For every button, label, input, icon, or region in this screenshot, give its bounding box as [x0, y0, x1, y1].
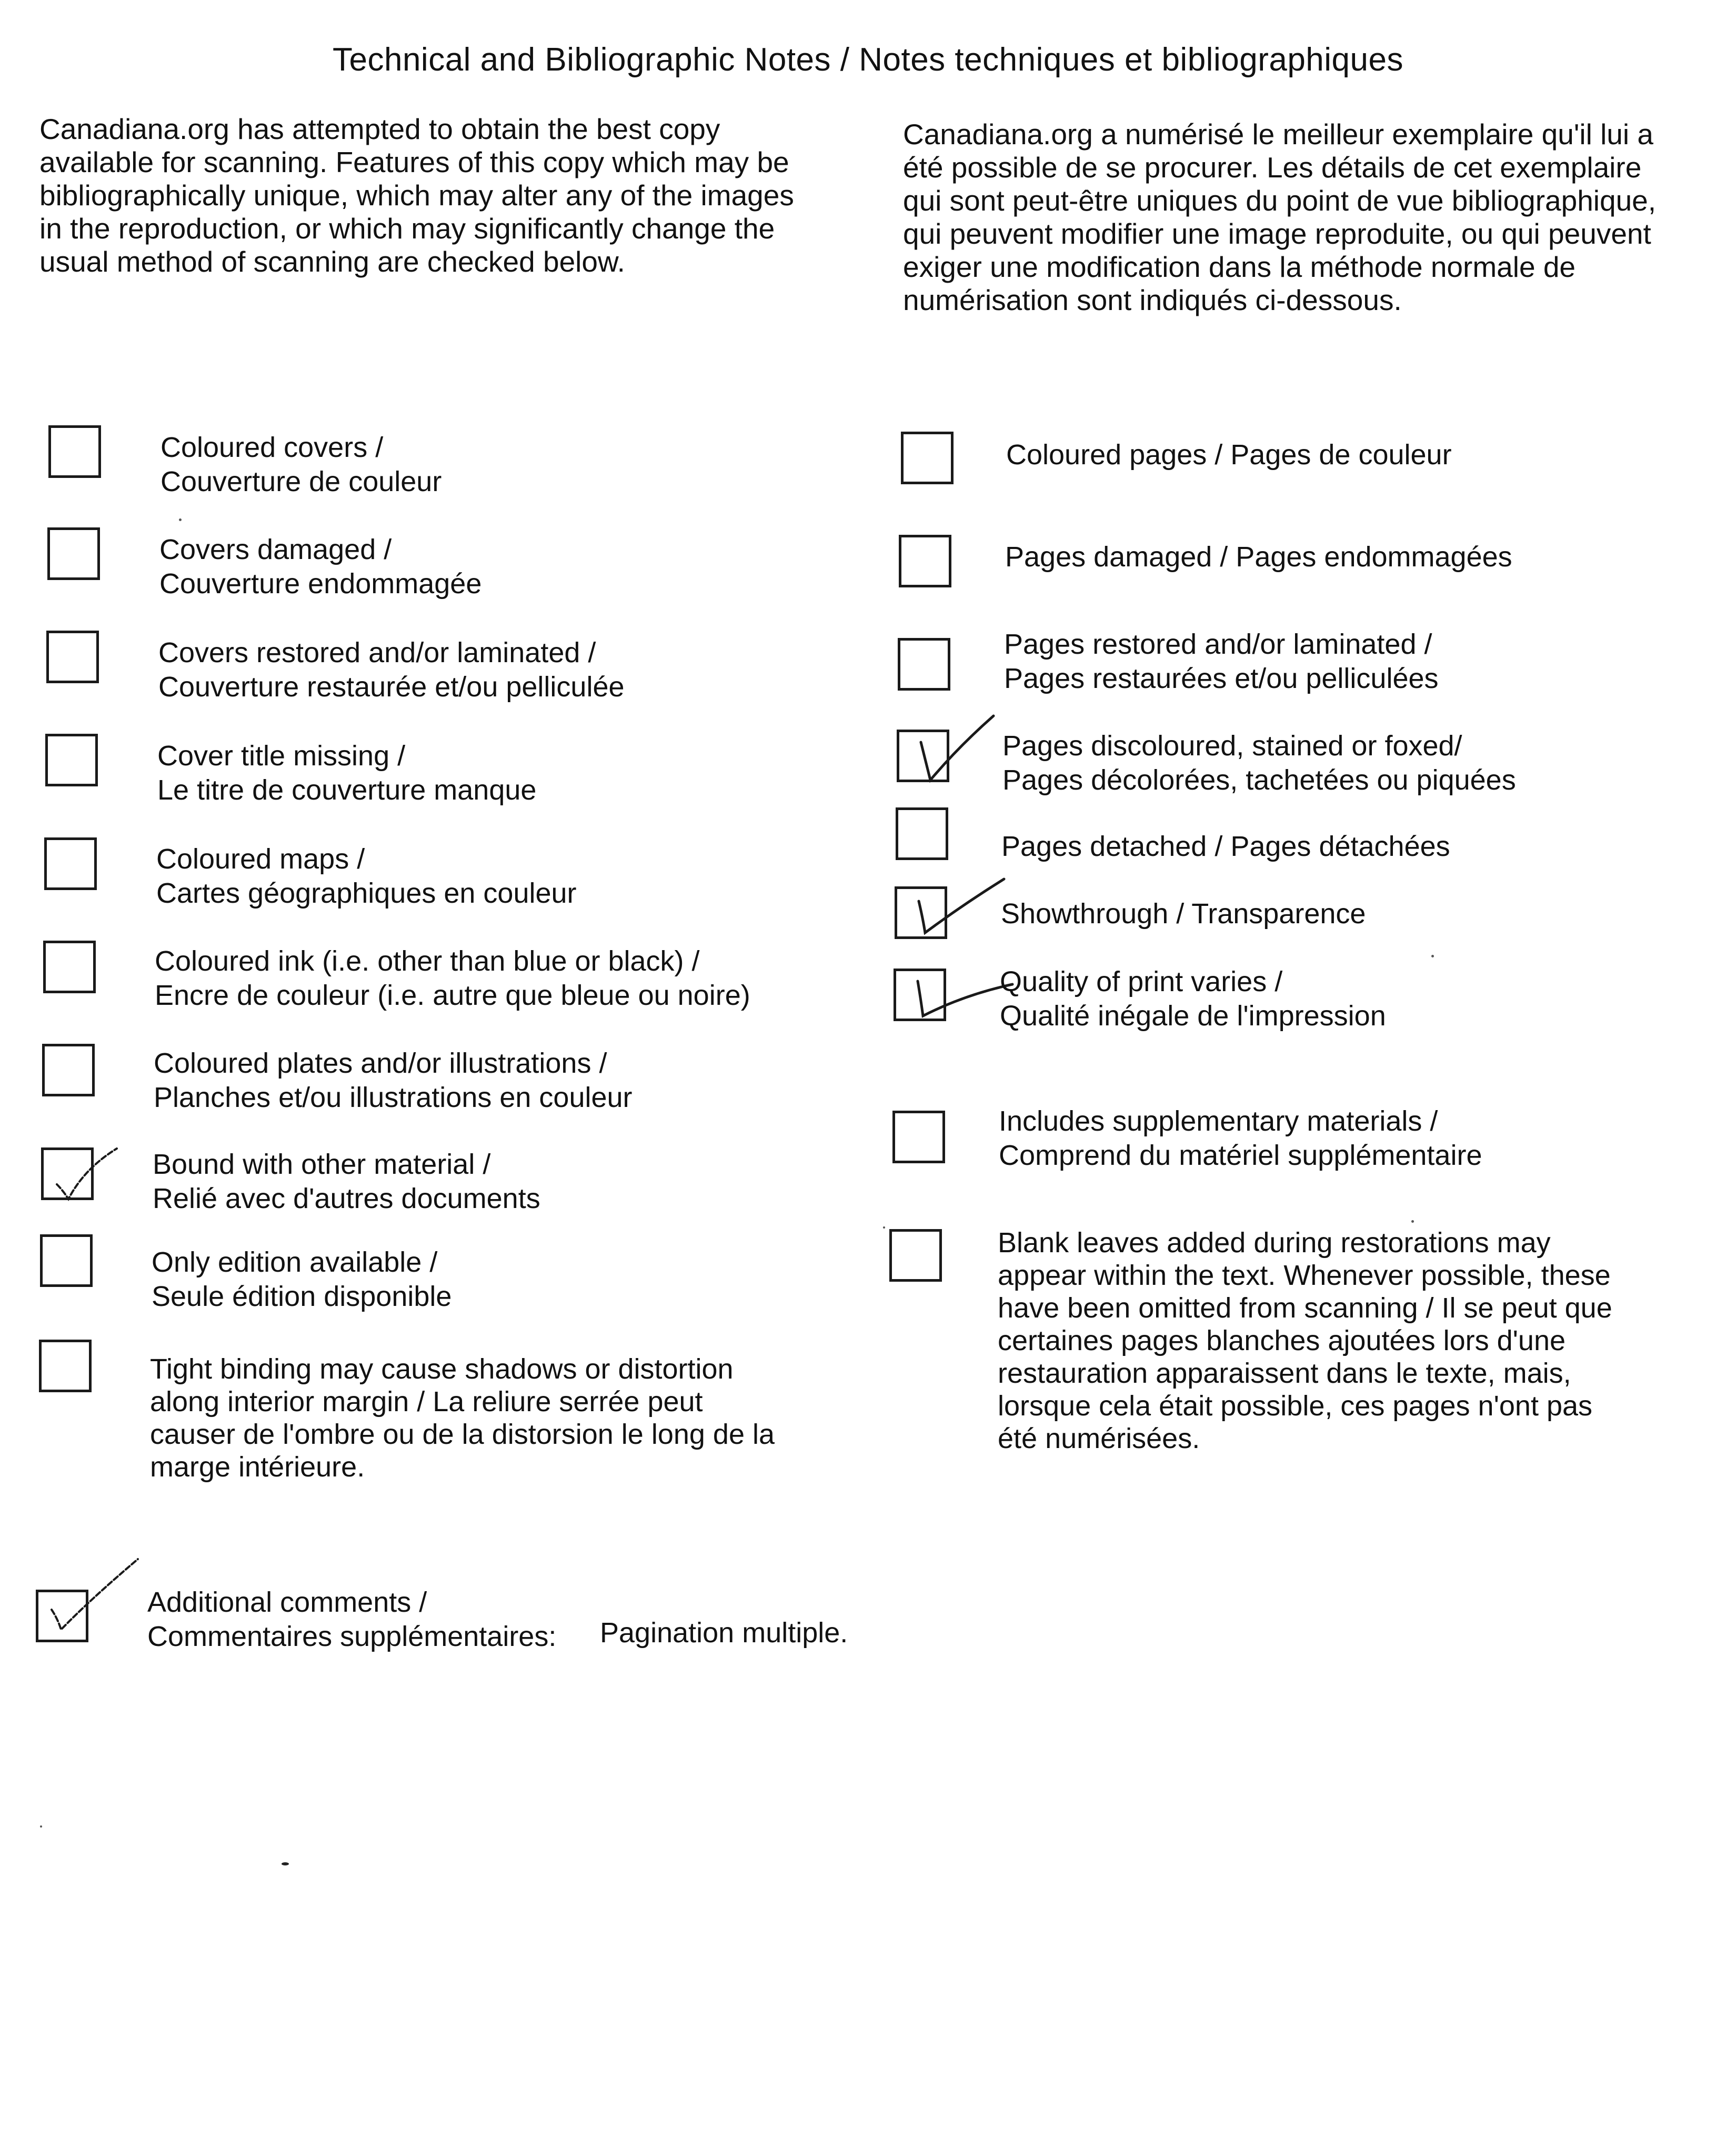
label-supplementary-materials	[999, 1104, 1482, 1173]
checkbox-pages-restored[interactable]	[898, 638, 950, 691]
scan-speck	[883, 1226, 885, 1229]
label-line: Pages restored and/or laminated /	[1004, 628, 1432, 660]
checkbox-coloured-plates[interactable]	[42, 1044, 95, 1096]
checkbox-coloured-maps[interactable]	[44, 837, 97, 890]
label-showthrough	[1001, 897, 1366, 931]
label-line: have been omitted from scanning / Il se peut que	[998, 1292, 1612, 1324]
label-line: Planches et/ou illustrations en couleur	[154, 1082, 633, 1113]
intro-english-line: usual method of scanning are checked below.	[39, 245, 625, 278]
label-line: Only edition available /	[152, 1246, 438, 1278]
label-only-edition-available	[152, 1245, 451, 1314]
label-line: Pages damaged / Pages endommagées	[1005, 541, 1512, 573]
label-coloured-ink	[155, 944, 750, 1013]
checkbox-blank-leaves[interactable]	[889, 1229, 942, 1282]
label-line: Pages discoloured, stained or foxed/	[1002, 730, 1462, 762]
checkbox-supplementary-materials[interactable]	[892, 1111, 945, 1163]
checkbox-coloured-covers[interactable]	[48, 425, 101, 478]
label-line: Quality of print varies /	[1000, 966, 1283, 997]
label-line: Qualité inégale de l'impression	[1000, 1000, 1386, 1032]
intro-french-line: exiger une modification dans la méthode normale de	[903, 251, 1576, 283]
label-line: été numérisées.	[998, 1423, 1200, 1454]
label-line: Coloured plates and/or illustrations /	[154, 1047, 607, 1079]
checkbox-cover-title-missing[interactable]	[45, 734, 98, 786]
page-title: Technical and Bibliographic Notes / Notes techniques et bibliographiques	[332, 42, 1403, 78]
checkmark-icon	[901, 963, 1017, 1026]
checkmark-icon	[905, 711, 1000, 790]
checkbox-pages-damaged[interactable]	[899, 535, 951, 587]
checkbox-covers-damaged[interactable]	[47, 527, 100, 580]
label-tight-binding	[150, 1353, 775, 1483]
checkbox-tight-binding[interactable]	[39, 1340, 92, 1392]
label-pages-detached	[1001, 830, 1450, 864]
label-line: Pages restaurées et/ou pelliculées	[1004, 663, 1439, 694]
checkbox-coloured-ink[interactable]	[43, 941, 96, 993]
label-line: restauration apparaissent dans le texte, mais,	[998, 1358, 1571, 1389]
intro-english-line: available for scanning. Features of this copy which may be	[39, 146, 789, 178]
label-line: Bound with other material /	[153, 1149, 491, 1180]
label-line: appear within the text. Whenever possible, these	[998, 1260, 1611, 1291]
scan-speck	[179, 518, 182, 521]
checkbox-covers-restored[interactable]	[46, 631, 99, 683]
label-line: Le titre de couverture manque	[157, 774, 537, 806]
label-coloured-maps	[156, 842, 577, 911]
label-line: Coloured covers /	[160, 432, 384, 463]
intro-english	[39, 113, 794, 278]
checkbox-coloured-pages[interactable]	[901, 432, 954, 484]
label-covers-damaged	[159, 533, 481, 601]
label-line: Relié avec d'autres documents	[153, 1183, 540, 1214]
label-line: Additional comments /	[147, 1586, 427, 1618]
scan-speck	[282, 1862, 289, 1865]
checkmark-icon	[42, 1553, 147, 1653]
checkbox-only-edition-available[interactable]	[40, 1234, 93, 1287]
label-covers-restored	[158, 636, 625, 704]
label-blank-leaves	[998, 1226, 1612, 1455]
label-line: Couverture restaurée et/ou pelliculée	[158, 671, 625, 703]
label-coloured-pages	[1006, 438, 1452, 472]
label-pages-damaged	[1005, 540, 1512, 574]
label-line: Comprend du matériel supplémentaire	[999, 1140, 1482, 1171]
label-line: Includes supplementary materials /	[999, 1105, 1438, 1137]
label-line: marge intérieure.	[150, 1451, 365, 1483]
label-line: Encre de couleur (i.e. autre que bleue ou noire)	[155, 980, 750, 1011]
label-line: Covers restored and/or laminated /	[158, 637, 596, 668]
intro-french	[903, 118, 1656, 317]
label-line: Coloured pages / Pages de couleur	[1006, 439, 1452, 471]
label-line: causer de l'ombre ou de la distorsion le long de la	[150, 1419, 775, 1450]
label-quality-of-print	[1000, 965, 1386, 1033]
label-line: Tight binding may cause shadows or distortion	[150, 1353, 734, 1385]
intro-english-line: Canadiana.org has attempted to obtain the best copy	[39, 113, 720, 145]
label-line: Covers damaged /	[159, 534, 392, 565]
intro-english-line: bibliographically unique, which may alter any of the images	[39, 179, 794, 212]
checkbox-pages-detached[interactable]	[896, 807, 948, 860]
intro-french-line: qui peuvent modifier une image reproduite, ou qui peuvent	[903, 217, 1651, 250]
label-line: lorsque cela était possible, ces pages n'ont pas	[998, 1390, 1593, 1422]
scan-speck	[1411, 1220, 1414, 1223]
label-line: Pages décolorées, tachetées ou piquées	[1002, 764, 1516, 796]
label-coloured-covers	[160, 431, 441, 499]
label-line: Couverture endommagée	[159, 568, 482, 600]
checkmark-icon	[904, 874, 1009, 942]
intro-french-line: qui sont peut-être uniques du point de vue bibliographique,	[903, 184, 1657, 217]
label-line: certaines pages blanches ajoutées lors d'une	[998, 1325, 1566, 1356]
additional-comments-value: Pagination multiple.	[600, 1617, 848, 1649]
label-line: Pages detached / Pages détachées	[1001, 831, 1450, 862]
label-additional-comments	[147, 1585, 556, 1654]
intro-english-line: in the reproduction, or which may significantly change the	[39, 212, 775, 245]
intro-french-line: Canadiana.org a numérisé le meilleur exemplaire qu'il lui a	[903, 118, 1653, 151]
label-line: Commentaires supplémentaires:	[147, 1621, 557, 1652]
intro-french-line: numérisation sont indiqués ci-dessous.	[903, 284, 1402, 316]
label-line: Coloured maps /	[156, 843, 365, 875]
label-line: Blank leaves added during restorations may	[998, 1227, 1551, 1259]
label-pages-discoloured	[1002, 729, 1516, 797]
label-bound-with-other-material	[153, 1147, 540, 1216]
intro-french-line: été possible de se procurer. Les détails de cet exemplaire	[903, 151, 1642, 184]
label-line: Showthrough / Transparence	[1001, 898, 1366, 930]
label-line: Couverture de couleur	[160, 466, 442, 497]
label-pages-restored	[1004, 627, 1439, 696]
checkmark-icon	[47, 1137, 121, 1211]
label-line: Coloured ink (i.e. other than blue or black) /	[155, 945, 700, 977]
label-line: Seule édition disponible	[152, 1281, 452, 1312]
label-line: along interior margin / La reliure serrée peut	[150, 1386, 703, 1418]
scan-speck	[40, 1825, 42, 1828]
label-line: Cover title missing /	[157, 740, 406, 772]
scan-speck	[1431, 955, 1434, 957]
label-coloured-plates	[154, 1046, 633, 1115]
label-cover-title-missing	[157, 739, 536, 807]
label-line: Cartes géographiques en couleur	[156, 877, 577, 909]
